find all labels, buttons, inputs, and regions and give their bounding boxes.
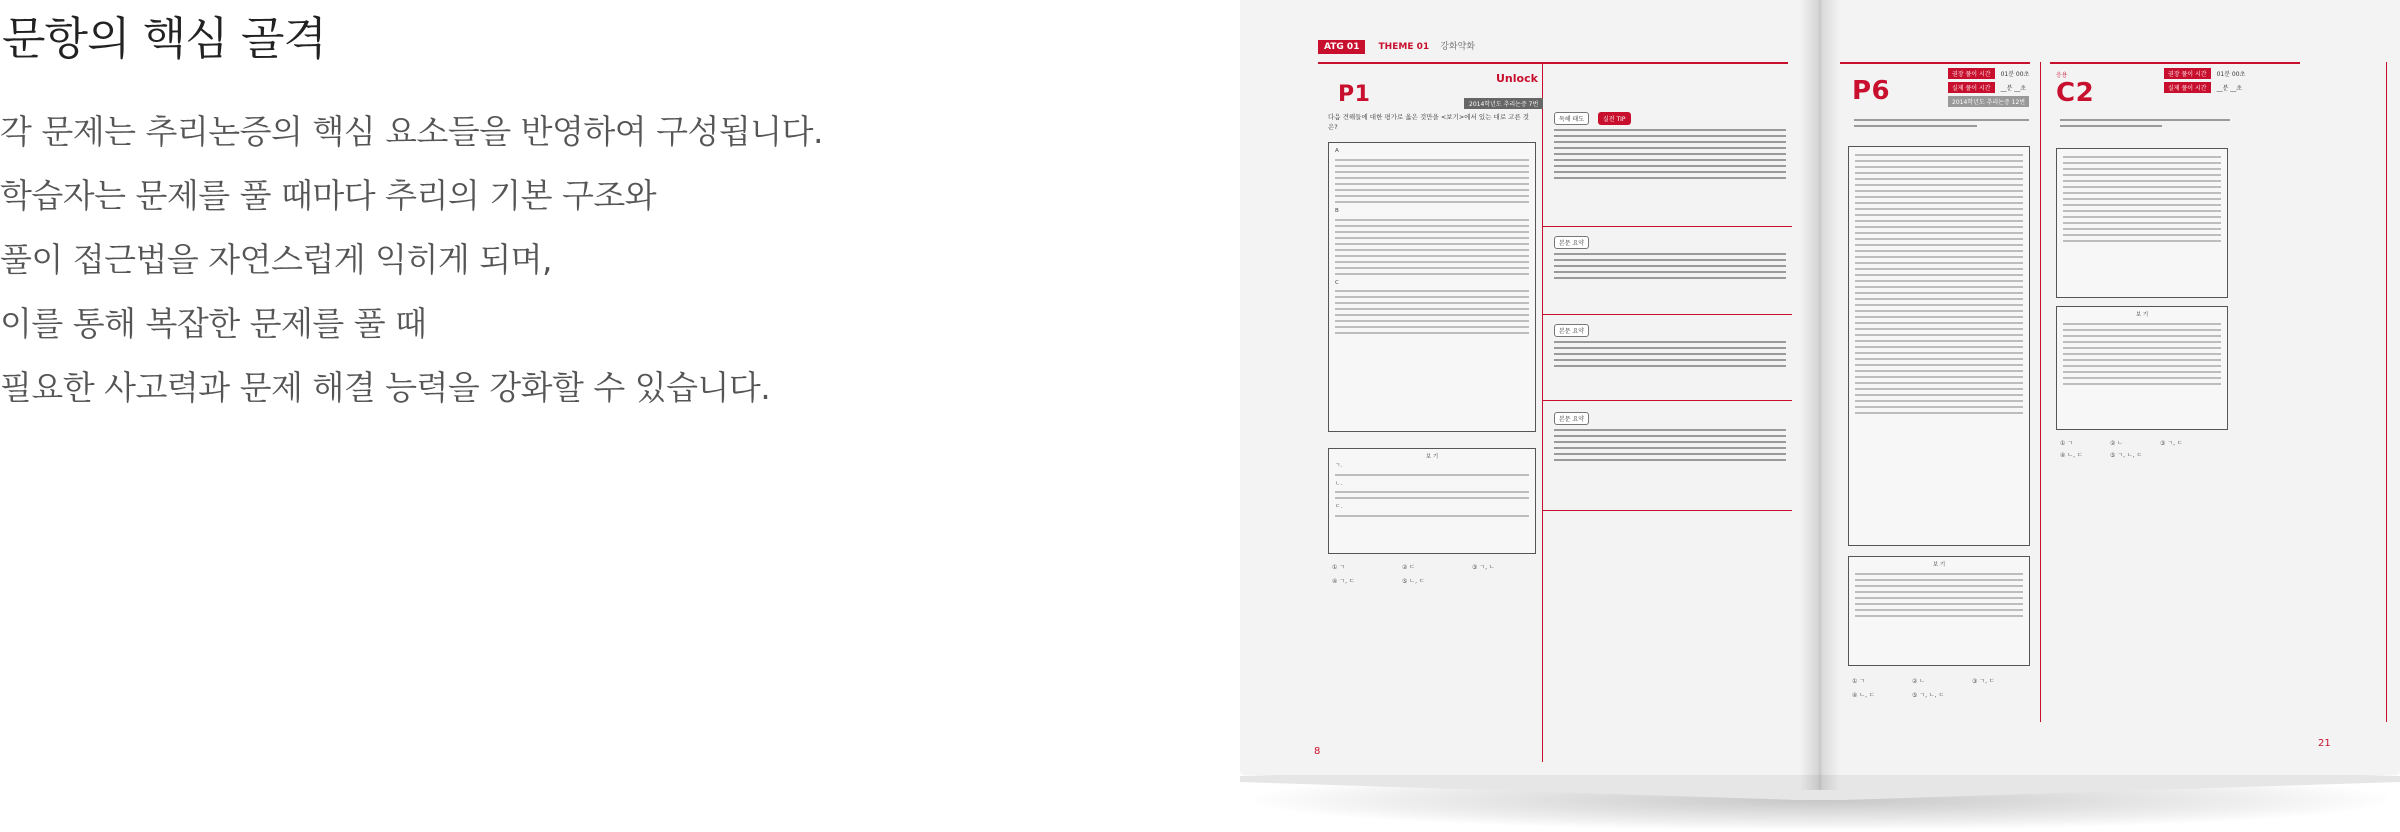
choice: ③ ㄱ, ㄴ bbox=[1472, 564, 1495, 571]
time-tags-c2: 권장 풀이 시간 01분 00초 실제 풀이 시간 __분 __초 bbox=[2164, 68, 2245, 96]
passage-box-p6 bbox=[1848, 146, 2030, 546]
intro-line: 이를 통해 복잡한 문제를 풀 때 bbox=[0, 304, 427, 343]
page-number-right: 21 bbox=[2318, 738, 2331, 749]
tip-paragraph bbox=[1554, 126, 1786, 183]
choice: ① ㄱ bbox=[1332, 564, 1346, 571]
summary-chip: 본문 요약 bbox=[1554, 412, 1589, 425]
passage-box-c2 bbox=[2056, 148, 2228, 298]
question-text-p6 bbox=[1854, 116, 2029, 131]
intro-title: 문항의 핵심 골격 bbox=[2, 12, 326, 65]
intro-line: 각 문제는 추리논증의 핵심 요소들을 반영하여 구성됩니다. bbox=[0, 112, 823, 151]
choice: ⑤ ㄱ, ㄴ, ㄷ bbox=[2110, 452, 2143, 459]
problem-label-p1: P1 bbox=[1338, 82, 1371, 107]
choice: ② ㄷ bbox=[1402, 564, 1416, 571]
choice: ① ㄱ bbox=[2060, 440, 2074, 447]
choice: ④ ㄱ, ㄷ bbox=[1332, 578, 1355, 585]
problem-label-c2: C2 bbox=[2056, 78, 2095, 108]
header-rule bbox=[1318, 62, 1788, 64]
choice: ③ ㄱ, ㄷ bbox=[2160, 440, 2183, 447]
passage-label-c: C bbox=[1335, 279, 1339, 286]
intro-line: 풀이 접근법을 자연스럽게 익히게 되며, bbox=[0, 240, 552, 279]
time-tags: 권장 풀이 시간 01분 00초 실제 풀이 시간 __분 __초 2014학년도 추리논증 12번 bbox=[1948, 68, 2029, 110]
bogi-box bbox=[1328, 448, 1536, 554]
column-divider bbox=[1542, 62, 1543, 762]
summary-chip: 본문 요약 bbox=[1554, 324, 1589, 337]
page-number-left: 8 bbox=[1314, 746, 1321, 757]
intro-lines bbox=[0, 100, 823, 420]
bogi-title: 보 기 bbox=[1932, 562, 1946, 568]
bogi-item: ㄴ. bbox=[1335, 480, 1343, 487]
intro-line: 학습자는 문제를 풀 때마다 추리의 기본 구조와 bbox=[0, 176, 657, 215]
atg-tag: ATG 01 bbox=[1318, 40, 1365, 54]
right-page bbox=[1820, 0, 2400, 775]
summary-paragraph bbox=[1554, 250, 1786, 283]
bogi-item: ㄱ. bbox=[1335, 462, 1343, 469]
source-chip: 2014학년도 추리논증 7번 bbox=[1464, 98, 1543, 109]
choice: ② ㄴ bbox=[2110, 440, 2124, 447]
summary-paragraph bbox=[1554, 426, 1786, 465]
choice: ⑤ ㄱ, ㄴ, ㄷ bbox=[1912, 692, 1945, 699]
bogi-box-c2 bbox=[2056, 306, 2228, 430]
unlock-label: Unlock bbox=[1496, 72, 1538, 85]
theme-label: THEME 01 bbox=[1378, 42, 1430, 52]
choice: ① ㄱ bbox=[1852, 678, 1866, 685]
book-mockup bbox=[1240, 0, 2400, 832]
intro-line: 필요한 사고력과 문제 해결 능력을 강화할 수 있습니다. bbox=[0, 368, 771, 407]
choice: ⑤ ㄴ, ㄷ bbox=[1402, 578, 1425, 585]
reading-attitude-chip: 독해 태도 bbox=[1554, 112, 1589, 125]
bogi-item: ㄷ. bbox=[1335, 504, 1343, 511]
summary-paragraph bbox=[1554, 338, 1786, 371]
left-page-header bbox=[1318, 34, 1788, 54]
summary-chip: 본문 요약 bbox=[1554, 236, 1589, 249]
left-page bbox=[1240, 0, 1820, 775]
question-text-c2 bbox=[2060, 116, 2230, 131]
bogi-box-p6 bbox=[1848, 556, 2030, 666]
theme-sub-label: 강화약화 bbox=[1440, 42, 1476, 52]
bogi-title: 보 기 bbox=[2135, 312, 2149, 318]
passage-label-b: B bbox=[1335, 207, 1339, 214]
choice: ② ㄴ bbox=[1912, 678, 1926, 685]
passage-box bbox=[1328, 142, 1536, 432]
c2-small-label: 응용 bbox=[2056, 72, 2068, 79]
question-text: 다음 견해들에 대한 평가로 옳은 것만을 <보기>에서 있는 대로 고른 것은? bbox=[1328, 113, 1530, 131]
passage-label-a: A bbox=[1335, 148, 1339, 154]
choice: ④ ㄴ, ㄷ bbox=[1852, 692, 1875, 699]
choice: ④ ㄴ, ㄷ bbox=[2060, 452, 2083, 459]
bogi-title: 보 기 bbox=[1425, 454, 1439, 460]
problem-label-p6: P6 bbox=[1852, 76, 1891, 106]
book-gutter bbox=[1800, 0, 1840, 790]
choice: ③ ㄱ, ㄷ bbox=[1972, 678, 1995, 685]
practice-tip-chip: 실전 TIP bbox=[1598, 112, 1631, 125]
